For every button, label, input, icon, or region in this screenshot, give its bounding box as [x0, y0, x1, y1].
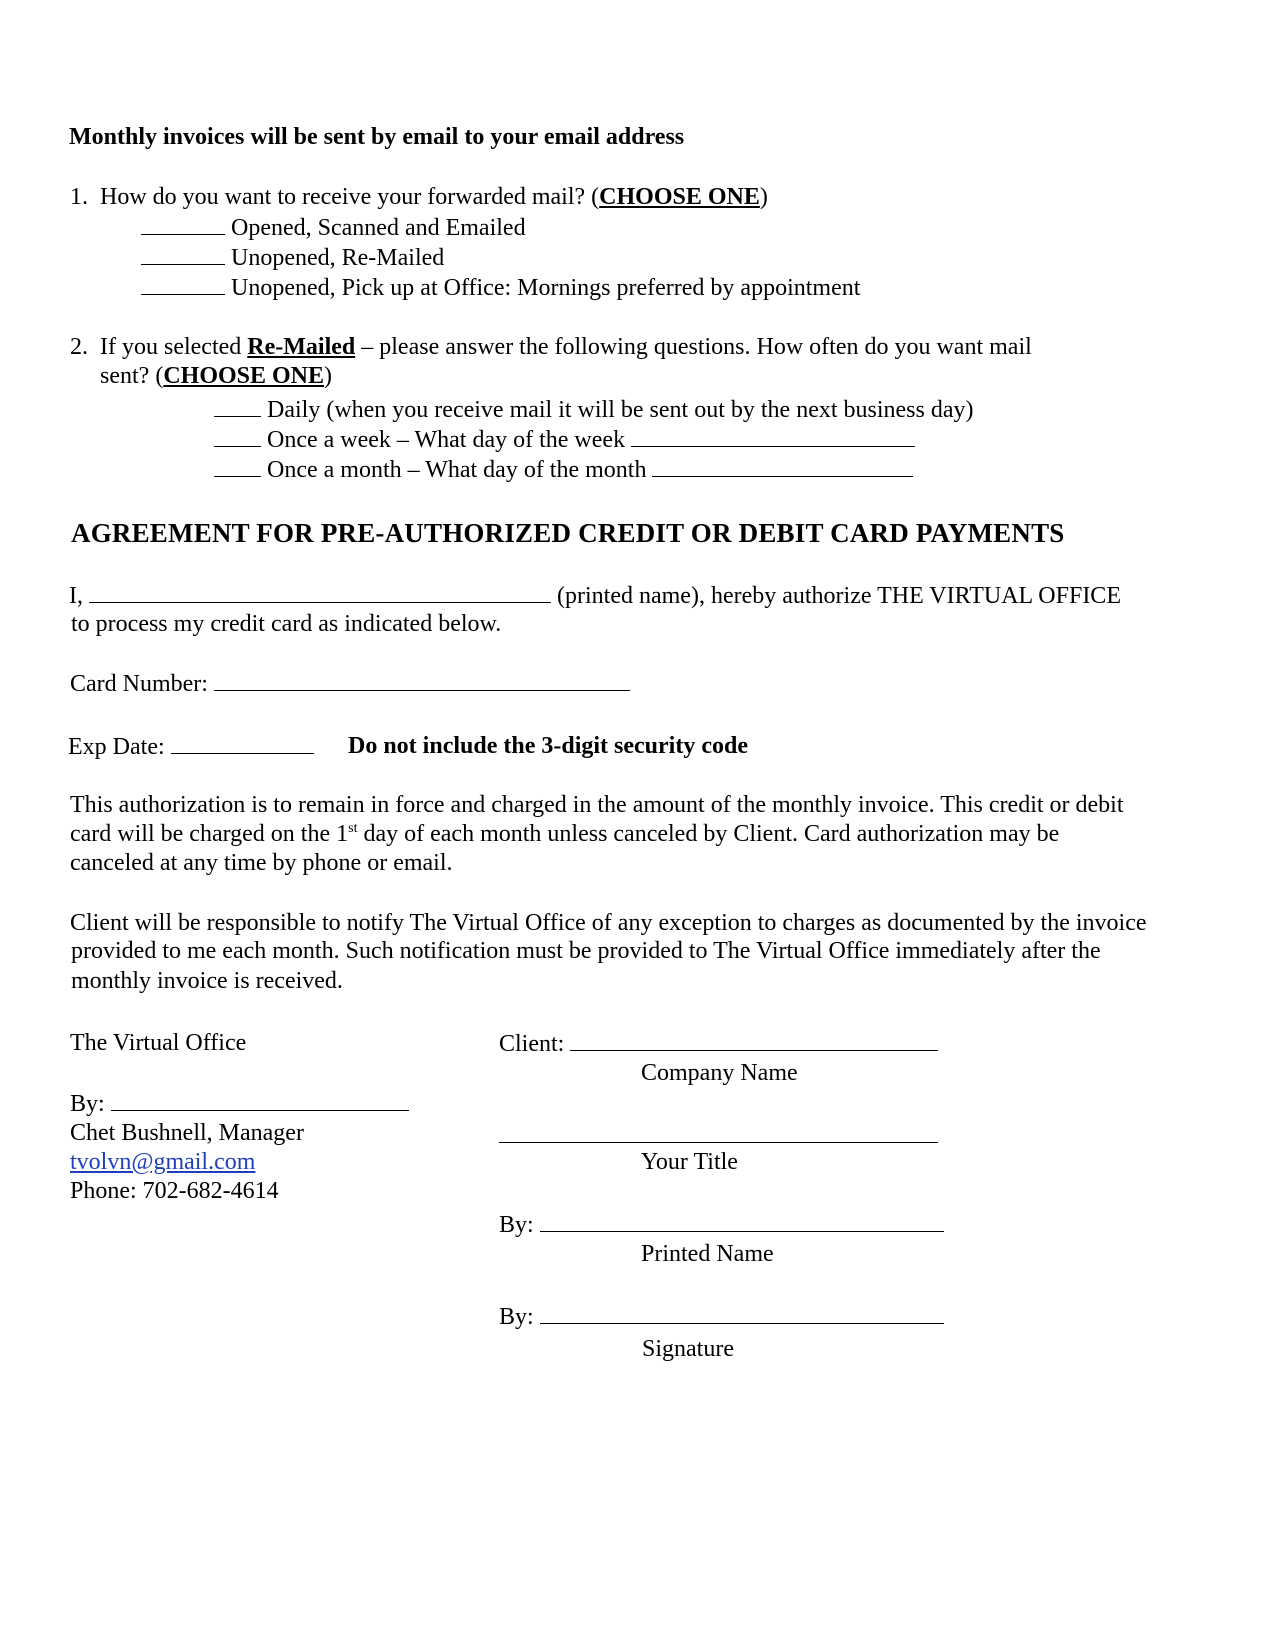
auth-line-2: to process my credit card as indicated below.	[71, 611, 502, 637]
q2-number: 2.	[70, 334, 88, 360]
printed-name-caption: Printed Name	[641, 1241, 774, 1267]
virtual-office-label: The Virtual Office	[70, 1030, 247, 1056]
q1-text: How do you want to receive your forwarded mail? (	[100, 184, 600, 210]
q2-option-1-label: Daily (when you receive mail it will be sent out by the next business day)	[267, 397, 974, 423]
signature-row	[499, 1301, 944, 1332]
right-by-label-1: By:	[499, 1212, 534, 1238]
para1-sup: st	[348, 821, 358, 836]
left-signature-field[interactable]	[111, 1088, 409, 1111]
your-title-field[interactable]	[499, 1120, 938, 1143]
email-link[interactable]: tvolvn@gmail.com	[70, 1149, 256, 1175]
company-name-caption: Company Name	[641, 1060, 798, 1086]
q1-choose-one: CHOOSE ONE	[599, 184, 760, 210]
exp-date-row	[68, 731, 314, 762]
client-company-field[interactable]	[570, 1028, 938, 1051]
q1-option-2-blank[interactable]	[141, 242, 225, 265]
q2-option-3-label: Once a month – What day of the month	[267, 457, 647, 483]
q2-option-3-blank[interactable]	[214, 454, 261, 477]
week-day-field[interactable]	[631, 424, 915, 447]
exp-date-field[interactable]	[171, 731, 314, 754]
left-by-label: By:	[70, 1091, 105, 1117]
q2-text-b: – please answer the following questions. How often do you want mail	[355, 334, 1032, 360]
question-2-line-2	[100, 361, 332, 391]
para1-line-2a: card will be charged on the 1	[70, 821, 349, 847]
q1-close: )	[759, 184, 768, 210]
para1-line-2	[70, 819, 1059, 849]
q2-option-2	[214, 424, 915, 455]
client-printed-name-field[interactable]	[540, 1209, 944, 1232]
para1-line-1: This authorization is to remain in force and charged in the amount of the monthly invoice. This credit or debit	[70, 792, 1124, 818]
client-signature-field[interactable]	[540, 1301, 944, 1324]
q1-option-3-label: Unopened, Pick up at Office: Mornings preferred by appointment	[231, 275, 861, 301]
q1-option-2	[141, 242, 444, 273]
client-label: Client:	[499, 1031, 565, 1057]
auth-suffix: (printed name), hereby authorize THE VIRTUAL OFFICE	[557, 583, 1121, 609]
q1-number: 1.	[70, 184, 88, 210]
q1-option-2-label: Unopened, Re-Mailed	[231, 245, 445, 271]
client-row	[499, 1028, 938, 1059]
question-2	[70, 332, 1032, 362]
exp-date-label: Exp Date:	[68, 734, 165, 760]
q1-option-1-blank[interactable]	[141, 212, 225, 235]
auth-prefix: I,	[69, 583, 83, 609]
para2-line-3: monthly invoice is received.	[71, 968, 343, 994]
q2-text-a: If you selected	[100, 334, 248, 360]
para1-line-2b: day of each month unless canceled by Client. Card authorization may be	[357, 821, 1060, 847]
q2-choose-one: CHOOSE ONE	[163, 363, 325, 389]
q2-text-c: sent? (	[100, 363, 164, 389]
email-row	[70, 1147, 255, 1177]
q2-close: )	[324, 363, 333, 389]
card-number-label: Card Number:	[70, 671, 208, 697]
q1-option-1-label: Opened, Scanned and Emailed	[231, 215, 526, 241]
invoice-note: Monthly invoices will be sent by email to your email address	[69, 124, 685, 150]
agreement-title: AGREEMENT FOR PRE-AUTHORIZED CREDIT OR DEBIT CARD PAYMENTS	[71, 518, 1065, 548]
authorization-line	[69, 580, 1121, 611]
month-day-field[interactable]	[652, 454, 913, 477]
card-number-row	[70, 668, 630, 699]
signature-caption: Signature	[642, 1336, 734, 1362]
q1-option-3-blank[interactable]	[141, 272, 225, 295]
printed-name-field[interactable]	[89, 580, 551, 603]
para2-line-1: Client will be responsible to notify The Virtual Office of any exception to charges as documented by the invoice	[70, 910, 1147, 936]
q2-option-3	[214, 454, 913, 485]
card-number-field[interactable]	[214, 668, 630, 691]
security-code-note: Do not include the 3-digit security code	[348, 733, 748, 759]
q2-option-2-blank[interactable]	[214, 424, 261, 447]
para2-line-2: provided to me each month. Such notification must be provided to The Virtual Office immediately after the	[71, 938, 1101, 964]
question-1	[70, 182, 768, 212]
q2-option-2-label: Once a week – What day of the week	[267, 427, 626, 453]
printed-name-row	[499, 1209, 944, 1240]
manager-name: Chet Bushnell, Manager	[70, 1120, 304, 1146]
q2-option-1	[214, 394, 974, 425]
phone-number: Phone: 702-682-4614	[70, 1178, 279, 1204]
q2-remailed: Re-Mailed	[247, 334, 356, 360]
left-by-row	[70, 1088, 409, 1119]
your-title-caption: Your Title	[641, 1149, 738, 1175]
right-by-label-2: By:	[499, 1304, 534, 1330]
q1-option-1	[141, 212, 526, 243]
q2-option-1-blank[interactable]	[214, 394, 261, 417]
q1-option-3	[141, 272, 860, 303]
para1-line-3: canceled at any time by phone or email.	[70, 850, 453, 876]
